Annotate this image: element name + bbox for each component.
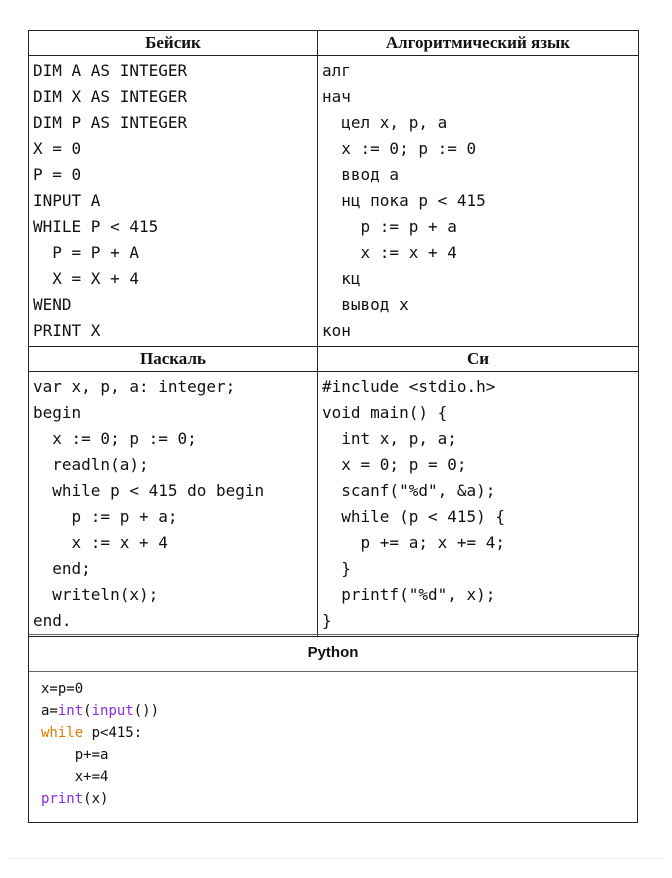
code-line: p := p + a; [33,507,178,526]
code-line: void main() { [322,403,448,422]
code-line: INPUT A [33,191,101,210]
language-table [28,30,639,637]
code-line: ввод a [322,165,400,184]
code-line: p += a; x += 4; [322,533,506,552]
code-line: while (p < 415) { [322,507,506,526]
code-line: begin [33,403,82,422]
code-line: X = X + 4 [33,269,139,288]
code-line: нач [322,87,351,106]
code-line: WHILE P < 415 [33,217,159,236]
c-header: Си [318,347,639,372]
code-line: цел x, p, a [322,113,448,132]
code-line [41,788,637,810]
code-line: алг [322,61,351,80]
python-code [29,672,637,822]
code-line: end. [33,611,72,630]
code-line: DIM A AS INTEGER [33,61,188,80]
python-block [28,634,638,823]
builtin-input: input [91,703,134,719]
code-text: ()) [133,703,160,719]
code-line: DIM P AS INTEGER [33,113,188,132]
algo-code-cell [318,56,639,347]
code-line: x = 0; p = 0; [322,455,467,474]
code-line: x := 0; p := 0 [322,139,477,158]
python-header: Python [29,635,637,672]
code-line: p := p + a [322,217,457,236]
code-line: } [322,611,332,630]
pascal-code-cell [29,372,318,637]
code-line: x := x + 4 [322,243,457,262]
code-line: x := x + 4 [33,533,168,552]
code-line: int x, p, a; [322,429,457,448]
divider [10,858,662,859]
pascal-code [29,372,317,636]
code-line: вывод x [322,295,409,314]
code-line: кон [322,321,351,340]
code-text: p<415: [83,725,143,741]
algo-header: Алгоритмический язык [318,31,639,56]
code-line [41,700,637,722]
algo-code [318,56,638,346]
code-line [41,766,637,788]
code-comparison-table [28,30,638,637]
code-line: while p < 415 do begin [33,481,265,500]
code-line: printf("%d", x); [322,585,496,604]
code-line [41,678,637,700]
basic-code-cell [29,56,318,347]
c-code-cell [318,372,639,637]
code-text: a= [41,703,58,719]
code-text: (x) [83,791,109,807]
code-text: p+=a [41,747,109,763]
code-line: x := 0; p := 0; [33,429,197,448]
c-code [318,372,638,636]
code-line: writeln(x); [33,585,159,604]
code-line: } [322,559,351,578]
code-text: ( [83,703,92,719]
code-line: DIM X AS INTEGER [33,87,188,106]
code-line: P = 0 [33,165,82,184]
code-line: #include <stdio.h> [322,377,496,396]
code-line: end; [33,559,91,578]
code-line: P = P + A [33,243,139,262]
code-line [41,744,637,766]
code-line: WEND [33,295,72,314]
code-line: readln(a); [33,455,149,474]
code-line [41,722,637,744]
basic-code [29,56,317,346]
code-line: нц пока p < 415 [322,191,486,210]
code-line: X = 0 [33,139,82,158]
keyword-while: while [41,725,84,741]
code-text: x+=4 [41,769,109,785]
builtin-print: print [41,791,84,807]
code-line: var x, p, a: integer; [33,377,236,396]
code-line: scanf("%d", &a); [322,481,496,500]
pascal-header: Паскаль [29,347,318,372]
code-line: PRINT X [33,321,101,340]
builtin-int: int [57,703,84,719]
basic-header: Бейсик [29,31,318,56]
code-line: кц [322,269,361,288]
code-text: x=p=0 [41,681,84,697]
